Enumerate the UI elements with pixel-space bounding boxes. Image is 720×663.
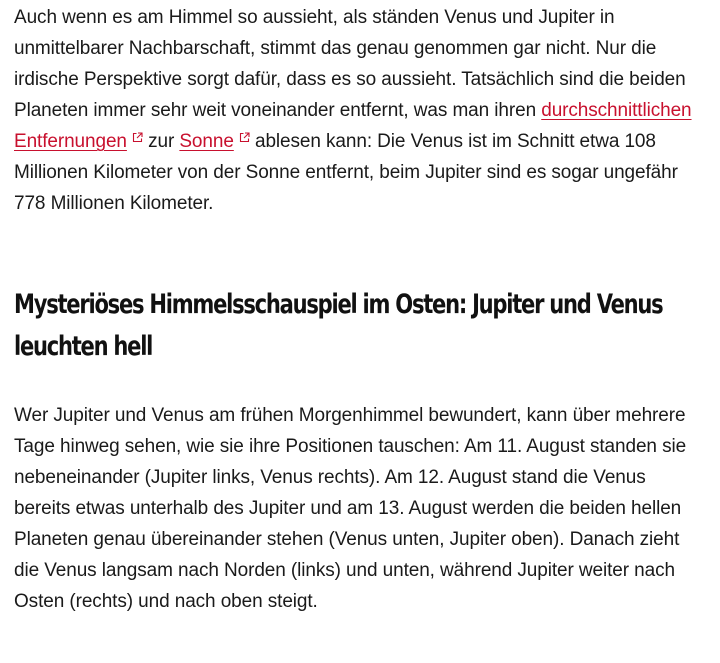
external-link-icon[interactable] <box>239 132 250 143</box>
section-heading: Mysteriöses Himmelsschauspiel im Osten: Jupiter und Venus leuchten hell <box>14 289 663 362</box>
article-body <box>14 0 706 612</box>
paragraph-intro <box>14 2 706 219</box>
link-sonne[interactable]: Sonne <box>179 131 234 152</box>
paragraph-intro-text-2: zur <box>142 131 180 152</box>
paragraph-intro-text-1: Auch wenn es am Himmel so aussieht, als ständen Venus und Jupiter in unmittelbarer Nachbarschaft, stimmt das genau genommen gar nicht. Nur die irdische Perspektive sorgt dafür, dass es so aussieht. Tatsächlich sind die beiden Planeten immer sehr weit voneinander entfernt, was man ihren <box>14 7 686 121</box>
external-link-icon[interactable] <box>132 132 143 143</box>
paragraph-intro-text-3: ablesen kann: Die Venus ist im Schnitt etwa 108 Millionen Kilometer von der Sonne entfernt, beim Jupiter sind es sogar ungefähr 778 Millionen Kilometer. <box>14 131 678 214</box>
paragraph-positions: Wer Jupiter und Venus am frühen Morgenhimmel bewundert, kann über mehrere Tage hinweg sehen, wie sie ihre Positionen tauschen: Am 11. August standen sie nebeneinander (Jupiter links, Venus rechts). Am 12. August stand die Venus bereits etwas unterhalb des Jupiter und am 13. August werden die beiden hellen Planeten genau übereinander stehen (Venus unten, Jupiter oben). Danach zieht die Venus langsam nach Norden (links) und unten, während Jupiter weiter nach Osten (rechts) und nach oben steigt. <box>14 405 687 612</box>
link-durchschnittliche-entfernungen[interactable]: durchschnittlichen Entfernungen <box>14 100 692 152</box>
